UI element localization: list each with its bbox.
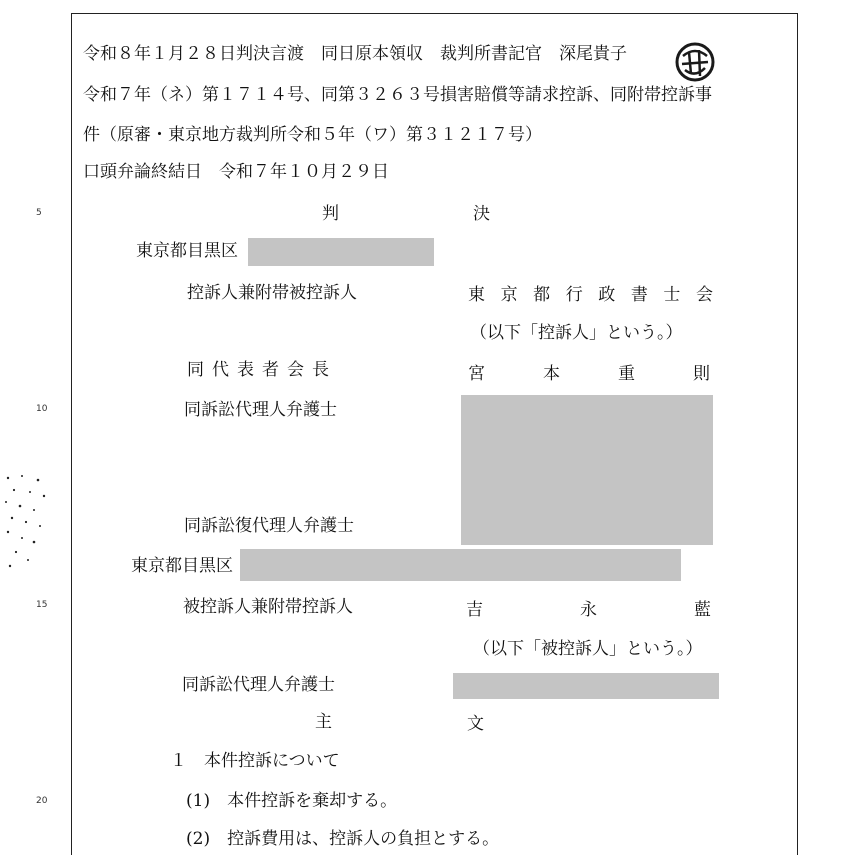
appellee-name [466, 600, 711, 620]
representative-name [468, 364, 710, 384]
record-line: 令和８年１月２８日判決言渡 同日原本領収 裁判所書記官 深尾貴子 [83, 44, 627, 64]
appellee-role: 被控訴人兼附帯控訴人 [183, 597, 353, 617]
main-item-1-1: (1) 本件控訴を棄却する。 [186, 791, 398, 811]
redaction-appellant-address [248, 238, 434, 266]
frame-left-border [71, 13, 72, 855]
appellant-role: 控訴人兼附帯被控訴人 [187, 283, 357, 303]
hearing-date-line: 口頭弁論終結日 令和７年１０月２９日 [83, 162, 389, 182]
appellee-attorney-role: 同訴訟代理人弁護士 [182, 675, 335, 695]
name-char: 京 [500, 285, 518, 305]
redaction-appellee-attorney [453, 673, 719, 699]
appellant-name [468, 285, 713, 305]
case-number-line-1: 令和７年（ネ）第１７１４号、同第３２６３号損害賠償等請求控訴、同附帯控訴事 [83, 85, 712, 105]
redaction-appellant-attorneys [461, 395, 713, 545]
name-char: 吉 [466, 600, 483, 620]
appellant-alias: （以下「控訴人」という。） [470, 323, 683, 343]
name-char: 永 [580, 600, 597, 620]
name-char: 宮 [468, 364, 485, 384]
name-char: 書 [630, 285, 648, 305]
frame-right-border [797, 13, 798, 855]
appellant-attorney-role: 同訴訟代理人弁護士 [184, 400, 337, 420]
seal-stamp-icon [673, 40, 717, 84]
name-char: 政 [598, 285, 616, 305]
redaction-appellee-address [240, 549, 681, 581]
appellant-address: 東京都目黒区 [136, 241, 238, 261]
name-char: 会 [695, 285, 713, 305]
main-item-1-2: (2) 控訴費用は、控訴人の負担とする。 [186, 829, 500, 849]
name-char: 則 [693, 364, 710, 384]
frame-top-border [71, 13, 798, 14]
line-number-15: 15 [36, 600, 48, 610]
line-number-10: 10 [36, 404, 48, 414]
appellant-sub-attorney-role: 同訴訟復代理人弁護士 [184, 516, 354, 536]
main-item-1: １ 本件控訴について [170, 751, 340, 771]
name-char: 重 [618, 364, 635, 384]
name-char: 東 [468, 285, 485, 305]
name-char: 都 [533, 285, 551, 305]
name-char: 藍 [694, 600, 711, 620]
main-heading-left-char: 主 [315, 712, 332, 732]
main-heading-right-char: 文 [467, 714, 484, 734]
title-right-char: 決 [473, 204, 490, 224]
case-number-line-2: 件（原審・東京地方裁判所令和５年（ワ）第３１２１７号） [83, 125, 542, 145]
scan-specks-decoration [0, 472, 52, 572]
line-number-5: 5 [36, 208, 42, 218]
title-left-char: 判 [322, 204, 339, 224]
appellee-address: 東京都目黒区 [131, 556, 233, 576]
name-char: 本 [543, 364, 560, 384]
appellee-alias: （以下「被控訴人」という。） [473, 639, 703, 659]
representative-role: 同代表者会長 [187, 360, 337, 380]
name-char: 行 [565, 285, 583, 305]
line-number-20: 20 [36, 796, 48, 806]
name-char: 士 [663, 285, 681, 305]
